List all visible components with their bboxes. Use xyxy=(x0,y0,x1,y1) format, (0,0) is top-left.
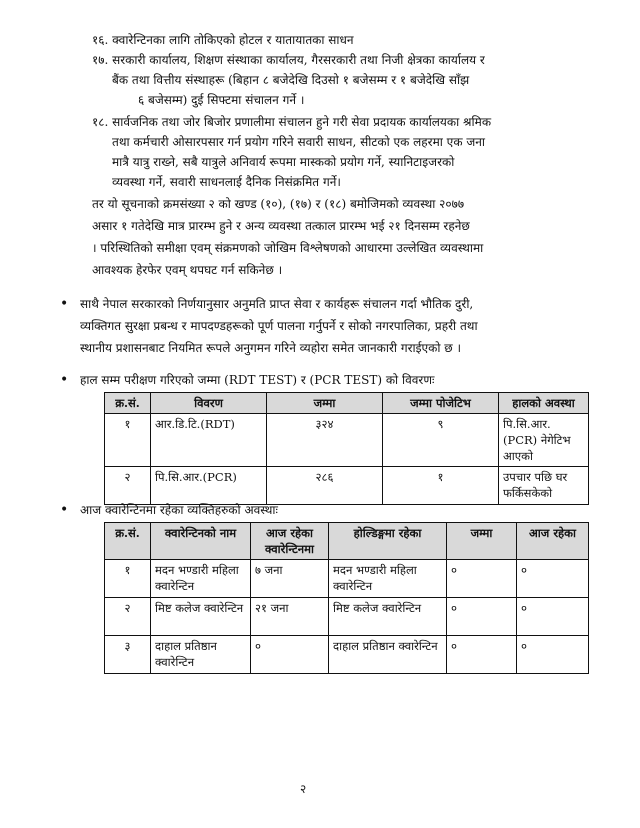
table-cell: दाहाल प्रतिष्ठान क्वारेन्टिन xyxy=(329,636,447,674)
bullet-1-line-2: व्यक्तिगत सुरक्षा प्रबन्ध र मापदण्डहरूको पूर्ण पालना गर्नुपर्ने र सोको नगरपालिका, प्रहरी तथा xyxy=(80,319,478,333)
table-cell: आर.डि.टि.(RDT) xyxy=(151,414,267,467)
table-header-row xyxy=(105,523,589,560)
column-header: क्र.सं. xyxy=(105,523,151,560)
table-cell: २ xyxy=(105,467,151,505)
bullet-2-line-1: हाल सम्म परीक्षण गरिएको जम्मा (RDT TEST) र (PCR TEST) को विवरणः xyxy=(80,373,435,387)
column-header: आज रहेका क्वारेन्टिनमा xyxy=(251,523,329,560)
column-header: हालको अवस्था xyxy=(499,393,589,414)
table-cell: दाहाल प्रतिष्ठान क्वारेन्टिन xyxy=(151,636,251,674)
table-header-row xyxy=(105,393,589,414)
item-17-line-3: ६ बजेसम्म) दुई सिफ्टमा संचालन गर्ने । xyxy=(138,93,305,107)
column-header: जम्मा xyxy=(267,393,383,414)
table-cell: मिष्ट कलेज क्वारेन्टिन xyxy=(329,598,447,636)
column-header: विवरण xyxy=(151,393,267,414)
bullet-dot-icon: • xyxy=(60,372,69,388)
column-header: जम्मा पोजेटिभ xyxy=(383,393,499,414)
table-cell: ० xyxy=(517,636,589,674)
item-16-line-1: १६. क्वारेन्टिनका लागि तोकिएको होटल र यातायातका साधन xyxy=(92,33,354,47)
column-header: आज रहेका xyxy=(517,523,589,560)
table-cell: १ xyxy=(105,560,151,598)
table-cell: ३ xyxy=(105,636,151,674)
note-line-3: । परिस्थितिको समीक्षा एवम् संक्रमणको जोखिम विश्लेषणको आधारमा उल्लेखित व्यवस्थामा xyxy=(92,241,484,255)
bullet-dot-icon: • xyxy=(60,296,69,312)
item-18-line-3: मात्रै यात्रु राख्ने, सबै यात्रुले अनिवार्य रूपमा मास्कको प्रयोग गर्ने, स्यानिटाइजरको xyxy=(112,155,455,169)
table-cell: ० xyxy=(447,598,517,636)
table-cell: मिष्ट कलेज क्वारेन्टिन xyxy=(151,598,251,636)
table-cell: ० xyxy=(251,636,329,674)
table-cell: पि.सि.आर.(PCR) xyxy=(151,467,267,505)
table-cell: ७ जना xyxy=(251,560,329,598)
column-header: क्वारेन्टिनको नाम xyxy=(151,523,251,560)
table-cell: २८६ xyxy=(267,467,383,505)
table-cell: पि.सि.आर.(PCR) नेगेटिभ आएको xyxy=(499,414,589,467)
test-summary-table xyxy=(104,392,589,505)
column-header: होल्डिङ्गमा रहेका xyxy=(329,523,447,560)
table-row xyxy=(105,636,589,674)
bullet-3-line-1: आज क्वारेन्टिनमा रहेका व्यक्तिहरुको अवस्थाः xyxy=(80,503,278,517)
table-cell: ३२४ xyxy=(267,414,383,467)
column-header: क्र.सं. xyxy=(105,393,151,414)
bullet-dot-icon: • xyxy=(60,502,69,518)
table-cell: ० xyxy=(517,560,589,598)
table-cell: ० xyxy=(447,636,517,674)
item-17-line-1: १७. सरकारी कार्यालय, शिक्षण संस्थाका कार्यालय, गैरसरकारी तथा निजी क्षेत्रका कार्यालय र xyxy=(92,53,485,67)
page-number: २ xyxy=(300,782,307,796)
column-header: जम्मा xyxy=(447,523,517,560)
table-cell: मदन भण्डारी महिला क्वारेन्टिन xyxy=(329,560,447,598)
item-18-line-4: व्यवस्था गर्ने, सवारी साधनलाई दैनिक निसंक्रमित गर्ने। xyxy=(112,175,341,189)
table-cell: १ xyxy=(383,467,499,505)
quarantine-status-table xyxy=(104,522,589,674)
item-18-line-1: १८. सार्वजनिक तथा जोर बिजोर प्रणालीमा संचालन हुने गरी सेवा प्रदायक कार्यालयका श्रमिक xyxy=(92,115,492,129)
item-17-line-2: बैंक तथा वित्तीय संस्थाहरू (बिहान ८ बजेदेखि दिउसो १ बजेसम्म र १ बजेदेखि साँझ xyxy=(112,73,470,87)
note-line-1: तर यो सूचनाको क्रमसंख्या २ को खण्ड (१०), (१७) र (१८) बमोजिमको व्यवस्था २०७७ xyxy=(92,197,465,211)
table-cell: ० xyxy=(517,598,589,636)
bullet-1-line-3: स्थानीय प्रशासनबाट नियमित रूपले अनुगमन गरिने व्यहोरा समेत जानकारी गराईएको छ । xyxy=(80,341,462,355)
table-cell: ९ xyxy=(383,414,499,467)
table-cell: १ xyxy=(105,414,151,467)
bullet-1-line-1: साथै नेपाल सरकारको निर्णयानुसार अनुमति प्राप्त सेवा र कार्यहरू संचालन गर्दा भौतिक दुरी, xyxy=(80,297,474,311)
table-cell: ० xyxy=(447,560,517,598)
item-18-line-2: तथा कर्मचारी ओसारपसार गर्न प्रयोग गरिने सवारी साधन, सीटको एक लहरमा एक जना xyxy=(112,135,486,149)
table-cell: २१ जना xyxy=(251,598,329,636)
table-row xyxy=(105,560,589,598)
table-cell: उपचार पछि घर फर्किसकेको xyxy=(499,467,589,505)
table-cell: २ xyxy=(105,598,151,636)
table-cell: मदन भण्डारी महिला क्वारेन्टिन xyxy=(151,560,251,598)
note-line-4: आवश्यक हेरफेर एवम् थपघट गर्न सकिनेछ । xyxy=(92,263,283,277)
table-row xyxy=(105,467,589,505)
table-row xyxy=(105,598,589,636)
table-row xyxy=(105,414,589,467)
note-line-2: असार १ गतेदेखि मात्र प्रारम्भ हुने र अन्य व्यवस्था तत्काल प्रारम्भ भई २१ दिनसम्म रहनेछ xyxy=(92,219,470,233)
